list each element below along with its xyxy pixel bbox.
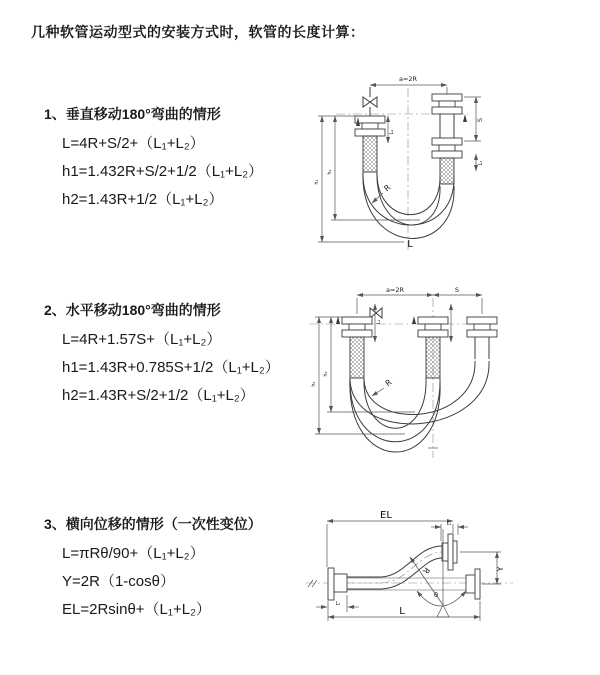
dim-s xyxy=(433,286,482,295)
dim-l-bottom xyxy=(328,601,480,621)
radius-callout xyxy=(372,183,393,203)
dim-l1-top-label: L₁ xyxy=(446,521,452,527)
right-fitting-moved xyxy=(467,317,497,359)
dim-el xyxy=(327,510,453,567)
radius-callout xyxy=(372,377,394,396)
dim-y-label: Y xyxy=(496,566,505,572)
dim-l1-left-label: L₁ xyxy=(389,129,395,135)
upper-right-flange xyxy=(442,534,457,570)
valve-icon xyxy=(363,87,377,116)
dim-h1-label: h₁ xyxy=(314,179,320,185)
centerline-break-mark xyxy=(308,580,317,587)
dim-s-label: S xyxy=(454,286,460,294)
theta-label: θ xyxy=(434,591,438,599)
section-3-heading: 3、横向位移的情形（一次性变位） xyxy=(44,516,262,532)
angle-construction xyxy=(410,529,466,617)
braided-hose-section xyxy=(440,158,454,184)
ghost-flange xyxy=(475,569,480,599)
dim-l-label: L xyxy=(399,606,405,617)
dim-a-2r-label: a=2R xyxy=(385,286,405,294)
dim-h1 xyxy=(314,116,355,242)
dim-l1-bottom-left xyxy=(316,595,359,612)
page-title: 几种软管运动型式的安装方式时，软管的长度计算： xyxy=(31,24,365,40)
left-flange xyxy=(328,568,347,600)
radius-label: R xyxy=(382,182,393,194)
dim-l-bottom xyxy=(318,239,413,250)
section-2-heading: 2、水平移动180°弯曲的情形 xyxy=(44,302,221,318)
ghost-straight-hose xyxy=(347,569,480,599)
dim-l1-label: L₁ xyxy=(376,319,382,325)
dim-h2-label: h₂ xyxy=(327,169,333,175)
section-1-heading: 1、垂直移动180°弯曲的情形 xyxy=(44,106,221,122)
braided-hose-section xyxy=(363,136,377,172)
left-fitting xyxy=(342,317,372,378)
dim-a-2r-label: a=2R xyxy=(398,75,418,83)
valve-icon xyxy=(370,308,382,318)
section-1-formula-h1: h1=1.432R+S/2+1/2（L₁+L₂） xyxy=(62,163,264,180)
up-arrow-middle xyxy=(412,316,416,324)
section-3-formula-L: L=πRθ/90+（L₁+L₂） xyxy=(62,545,205,562)
dim-s xyxy=(464,97,484,141)
section-1-formula-h2: h2=1.43R+1/2（L₁+L₂） xyxy=(62,191,224,208)
dim-a-2r xyxy=(370,75,447,94)
section-3-formula-Y: Y=2R（1-cosθ） xyxy=(62,573,175,590)
diagram-horizontal-180-bend xyxy=(305,282,595,472)
dim-h1-label: h₁ xyxy=(311,381,317,387)
diagram-lateral-displacement xyxy=(298,505,598,665)
braided-hose-section xyxy=(350,337,364,378)
dim-l1-left xyxy=(388,116,395,143)
right-fitting xyxy=(432,94,462,184)
angle-vertex xyxy=(437,605,449,617)
dim-l1-right-label: L₁ xyxy=(478,160,484,166)
dim-l1-bottom-label: L₁ xyxy=(335,601,341,607)
section-2-formula-L: L=4R+1.57S+（L₁+L₂） xyxy=(62,331,222,348)
section-1 xyxy=(44,104,304,219)
section-3 xyxy=(44,514,304,629)
ghost-hub xyxy=(466,575,475,593)
dim-l1-right xyxy=(476,154,484,171)
section-3-formula-EL: EL=2Rsinθ+（L₁+L₂） xyxy=(62,601,211,618)
dim-l-label: L xyxy=(407,239,413,250)
dim-s-label: S xyxy=(476,117,484,123)
up-arrow-right xyxy=(463,114,467,122)
section-1-formula-L: L=4R+S/2+（L₁+L₂） xyxy=(62,135,205,152)
diagram-vertical-180-bend xyxy=(308,70,593,260)
section-2-formula-h1: h1=1.43R+0.785S+1/2（L₁+L₂） xyxy=(62,359,280,376)
hose-bend-arcs xyxy=(350,361,489,452)
dim-el-label: EL xyxy=(380,510,392,521)
radius-label: R xyxy=(383,377,394,389)
radius-label: R xyxy=(420,565,432,576)
middle-fitting xyxy=(418,317,448,378)
braided-hose-section xyxy=(426,337,440,378)
section-2-formula-h2: h2=1.43R+S/2+1/2（L₁+L₂） xyxy=(62,387,255,404)
dim-a-2r xyxy=(357,286,482,314)
dim-h2-label: h₂ xyxy=(323,371,329,377)
section-2 xyxy=(44,300,304,415)
